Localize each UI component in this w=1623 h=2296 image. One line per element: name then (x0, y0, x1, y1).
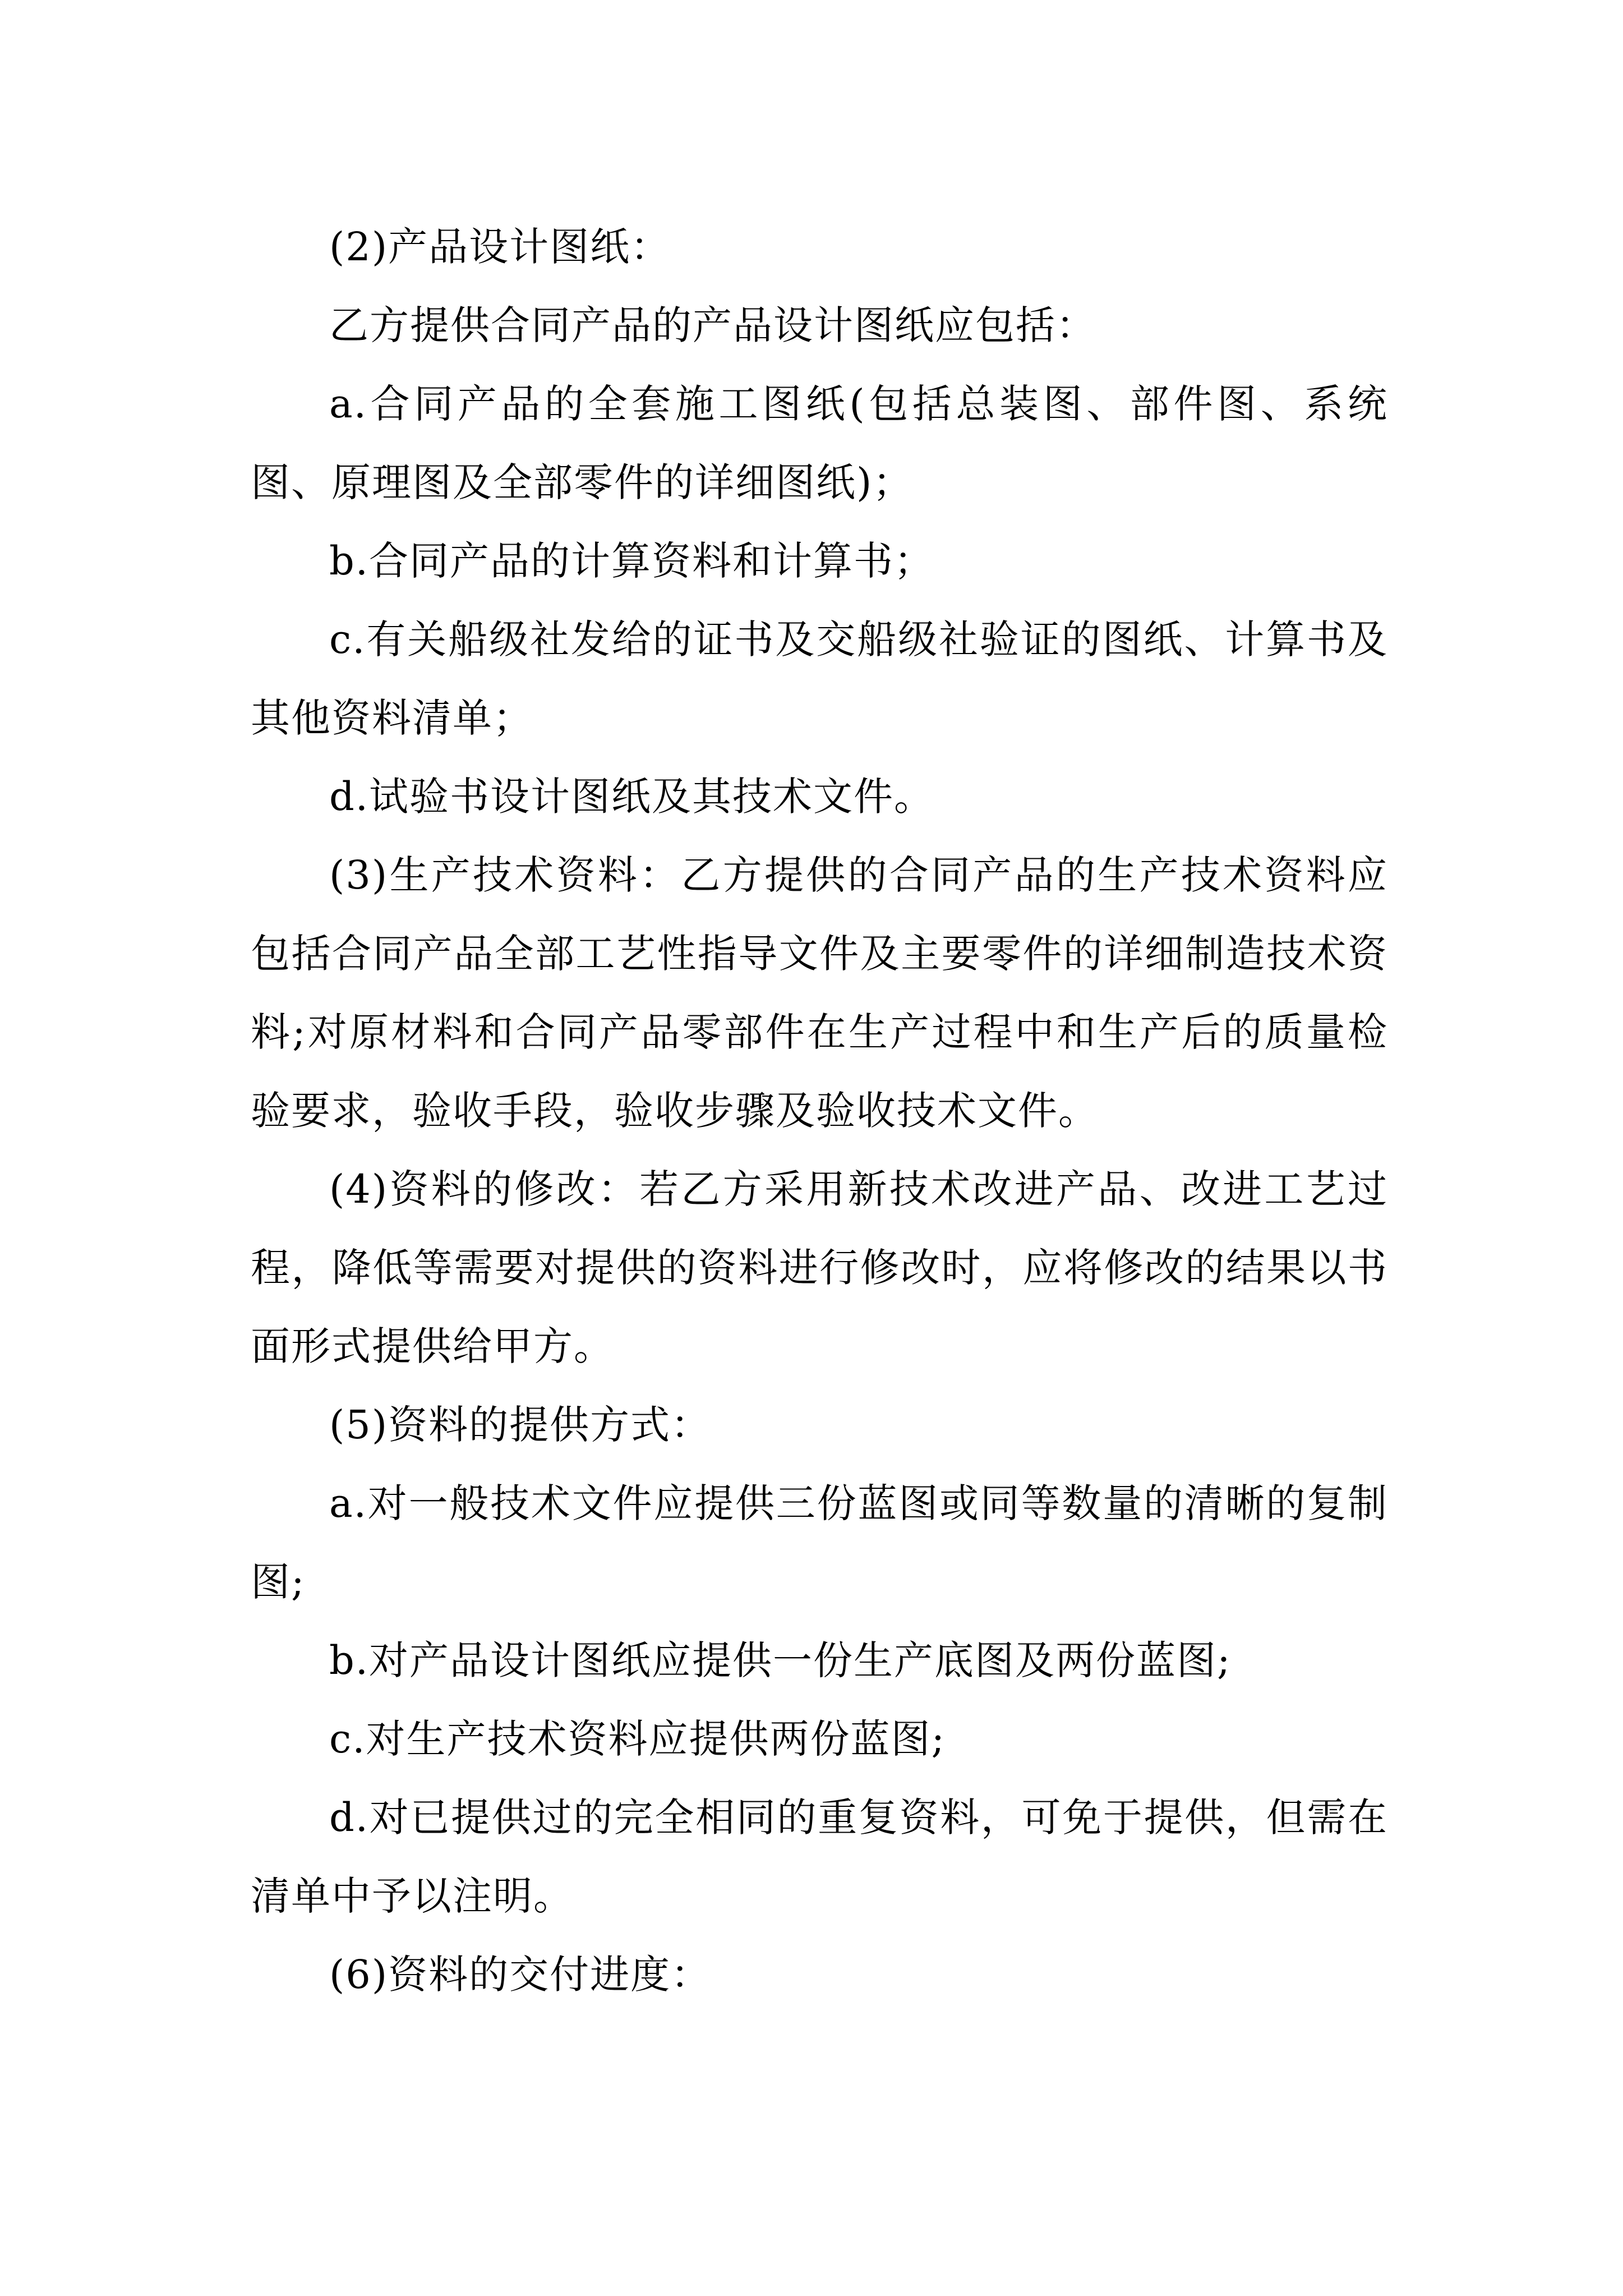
paragraph-product-design-drawings-heading: (2)产品设计图纸： (329, 224, 671, 270)
paragraph-delivery-schedule-heading: (6)资料的交付进度： (329, 1952, 712, 1998)
paragraph-item-d-test-drawings: d.试验书设计图纸及其技术文件。 (329, 774, 935, 820)
paragraph-provision-item-c: c.对生产技术资料应提供两份蓝图; (329, 1716, 946, 1762)
paragraph-provision-item-d: d.对已提供过的完全相同的重复资料，可免于提供，但需在清单中予以注明。 (251, 1795, 1388, 1919)
paragraph-item-b-calculations: b.合同产品的计算资料和计算书； (329, 538, 935, 584)
paragraph-item-a-construction-drawings: a.合同产品的全套施工图纸(包括总装图、部件图、系统图、原理图及全部零件的详细图纸)； (251, 381, 1388, 505)
paragraph-provision-item-a: a.对一般技术文件应提供三份蓝图或同等数量的清晰的复制图; (251, 1480, 1388, 1605)
paragraph-production-technical-data: (3)生产技术资料：乙方提供的合同产品的生产技术资料应包括合同产品全部工艺性指导文件及主要零件的详细制造技术资料;对原材料和合同产品零部件在生产过程中和生产后的质量检验要求，验收手段，验收步骤及验收技术文件。 (251, 852, 1388, 1134)
paragraph-provision-method-heading: (5)资料的提供方式： (329, 1402, 712, 1448)
paragraph-provision-item-b: b.对产品设计图纸应提供一份生产底图及两份蓝图; (329, 1637, 1232, 1683)
paragraph-data-modification: (4)资料的修改：若乙方采用新技术改进产品、改进工艺过程，降低等需要对提供的资料进行修改时，应将修改的结果以书面形式提供给甲方。 (251, 1166, 1388, 1369)
paragraph-design-drawings-intro: 乙方提供合同产品的产品设计图纸应包括： (329, 302, 1096, 348)
document-page (251, 208, 1388, 2014)
paragraph-item-c-certificates: c.有关船级社发给的证书及交船级社验证的图纸、计算书及其他资料清单； (251, 616, 1388, 741)
